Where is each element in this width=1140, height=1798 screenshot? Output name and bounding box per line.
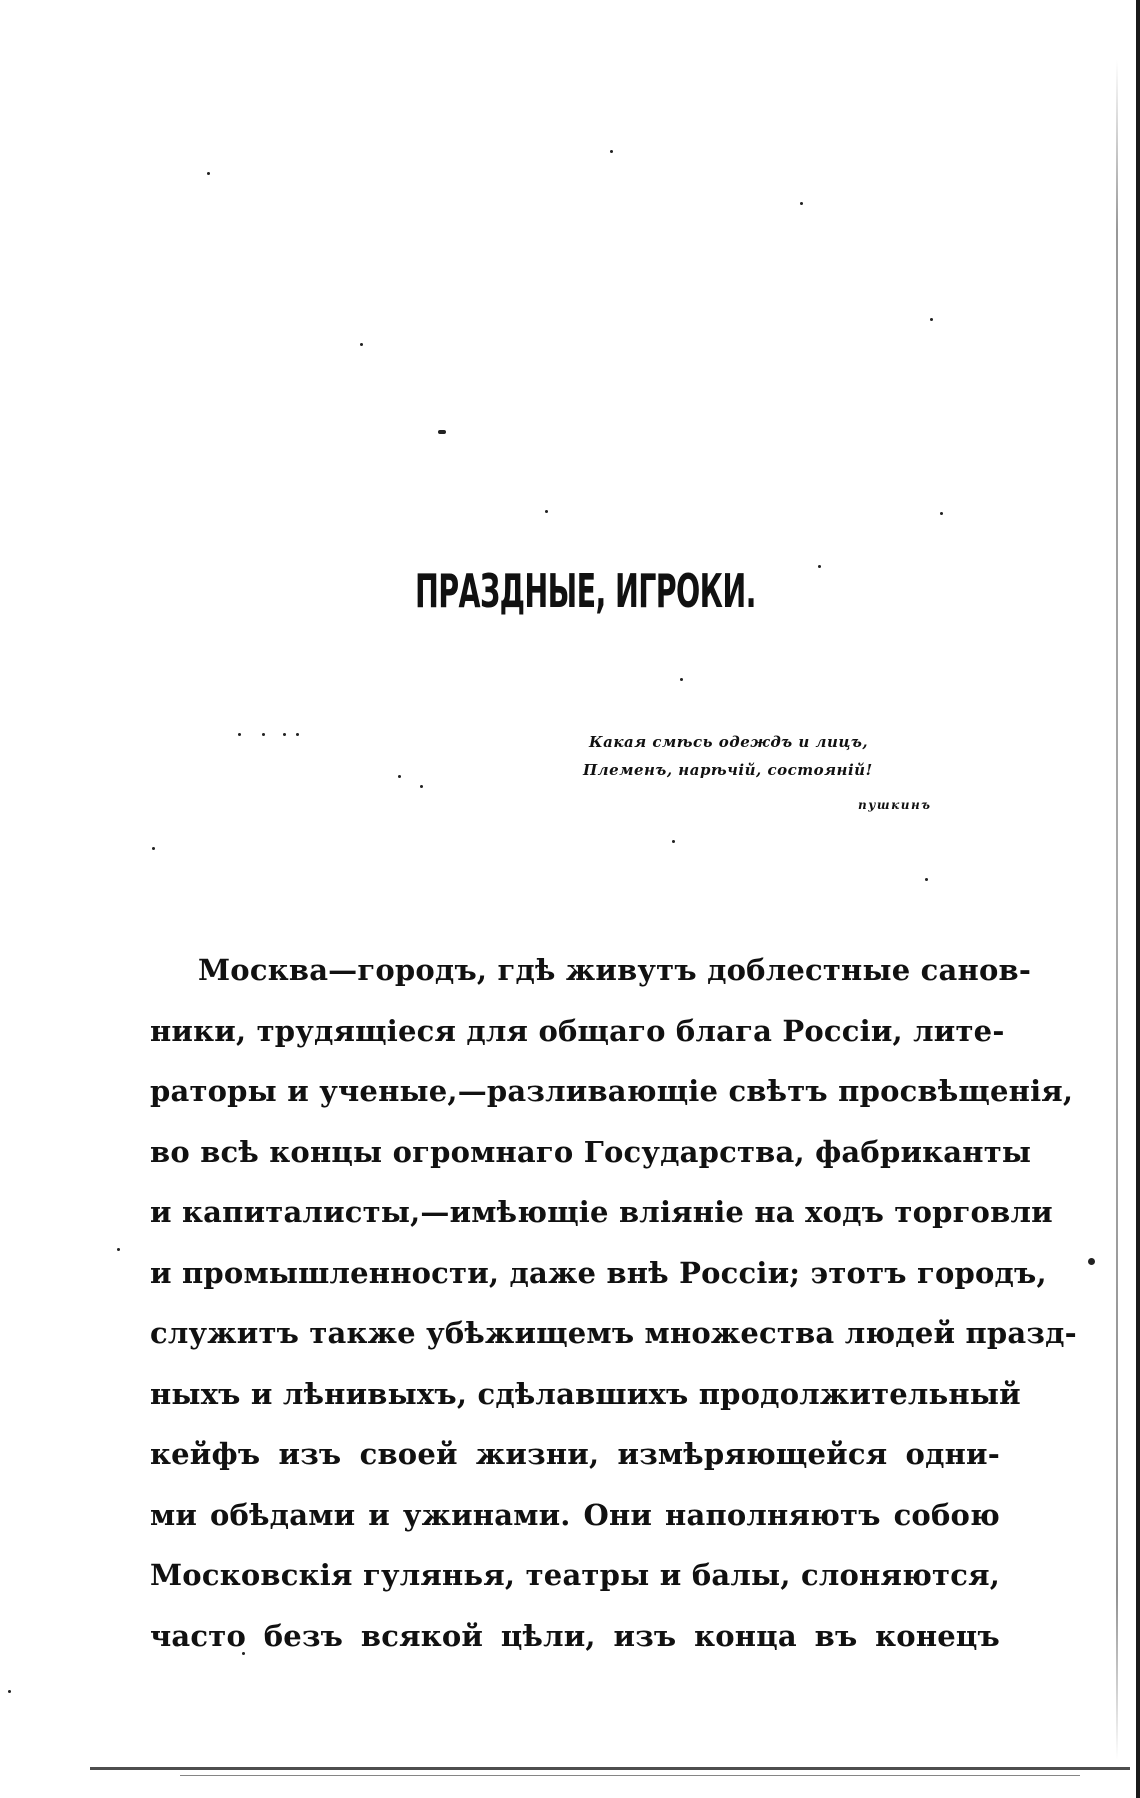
bottom-edge-line (90, 1767, 1130, 1770)
scan-speck (800, 202, 803, 205)
scan-speck (672, 840, 675, 843)
epigraph-line-1: Какая смѣсь одеждъ и лицъ, (589, 733, 869, 751)
epigraph-line-2: Племенъ, нарѣчій, состояній! (583, 761, 873, 779)
scan-speck (818, 565, 821, 568)
scan-speck (296, 733, 299, 736)
scan-speck (262, 733, 265, 736)
scan-speck (360, 343, 363, 346)
scan-speck (283, 733, 286, 736)
scan-speck (420, 785, 423, 788)
chapter-title: ПРАЗДНЫЕ, ИГРОКИ. (415, 564, 756, 618)
scan-speck (238, 733, 241, 736)
body-line: Москва—городъ, гдѣ живутъ доблестные санов- (198, 953, 1032, 987)
scan-speck (8, 1690, 11, 1693)
binding-shadow (1116, 60, 1118, 1760)
body-line: во всѣ концы огромнаго Государства, фабриканты (150, 1134, 1032, 1169)
body-line: ми обѣдами и ужинами. Они наполняютъ собою (150, 1497, 1000, 1532)
scan-speck (930, 318, 933, 321)
body-line: и капиталисты,—имѣющіе вліяніе на ходъ торговли (150, 1195, 1053, 1229)
scan-speck (438, 430, 446, 434)
scan-speck (1088, 1258, 1095, 1265)
bottom-edge-line-secondary (180, 1775, 1080, 1776)
body-line: ники, трудящіеся для общаго блага Россіи, лите- (150, 1013, 1005, 1048)
epigraph-attribution: пушкинъ (858, 798, 932, 812)
body-line: Московскія гулянья, театры и балы, слоняются, (150, 1558, 1000, 1592)
body-line: кейфъ изъ своей жизни, измѣряющейся одни- (150, 1437, 1000, 1471)
body-line: ныхъ и лѣнивыхъ, сдѣлавшихъ продолжительный (150, 1376, 1021, 1411)
scan-speck (680, 678, 683, 681)
scan-speck (207, 172, 210, 175)
scan-speck (545, 510, 548, 513)
body-line: раторы и ученые,—разливающіе свѣтъ просвѣщенія, (150, 1074, 1074, 1108)
scan-speck (925, 878, 928, 881)
scan-speck (117, 1248, 120, 1251)
body-line: часто безъ всякой цѣли, изъ конца въ конецъ (150, 1618, 1000, 1653)
scan-speck (152, 847, 155, 850)
scan-speck (398, 775, 401, 778)
body-line: служитъ также убѣжищемъ множества людей празд- (150, 1316, 1077, 1350)
epigraph (583, 728, 873, 784)
page-edge-shadow (1136, 0, 1140, 1798)
scan-speck (610, 150, 613, 153)
body-paragraph (150, 940, 1077, 1666)
scan-speck (940, 512, 943, 515)
body-line: и промышленности, даже внѣ Россіи; этотъ городъ, (150, 1255, 1047, 1290)
